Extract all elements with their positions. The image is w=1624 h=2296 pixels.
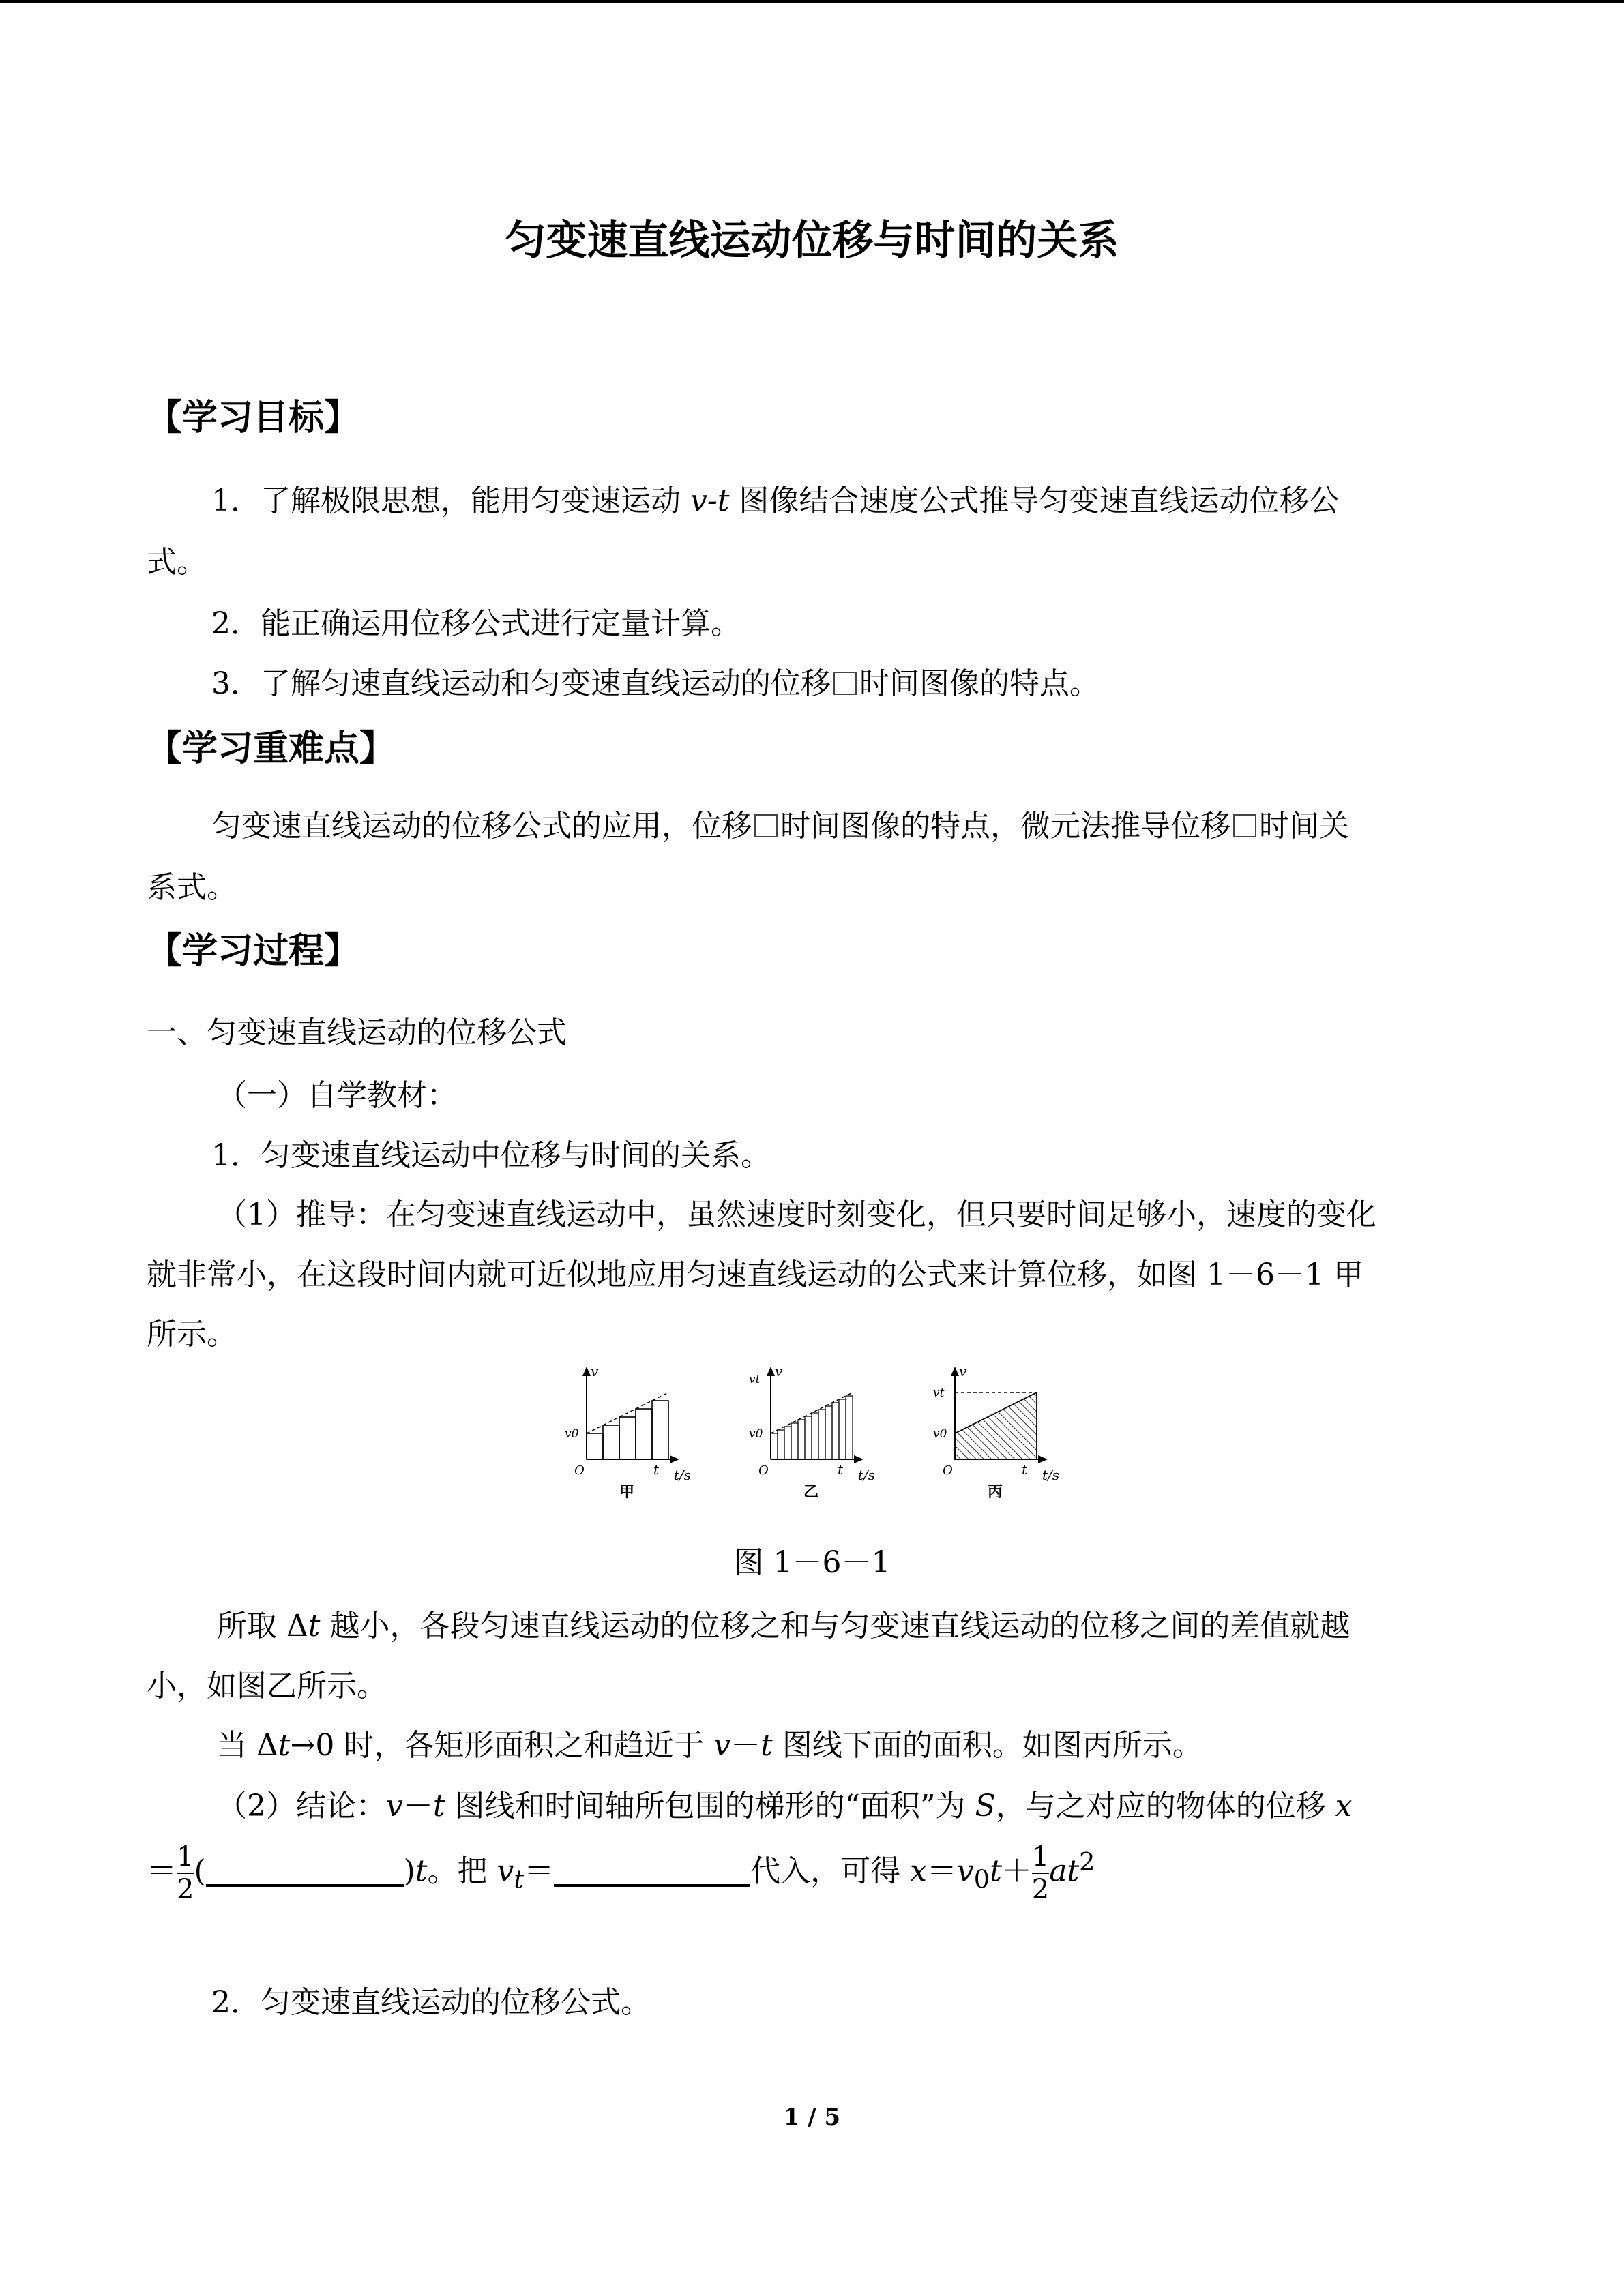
dt-text-b: 越小，各段匀速直线运动的位移之和与匀变速直线运动的位移之间的差值就越 bbox=[320, 1609, 1350, 1643]
v-label: v bbox=[775, 1363, 783, 1380]
rect bbox=[818, 1410, 825, 1459]
rect-4 bbox=[636, 1409, 652, 1459]
figure-caption: 图 1－6－1 bbox=[733, 1545, 891, 1580]
concl-dash: － bbox=[402, 1789, 433, 1823]
rect-2 bbox=[603, 1425, 619, 1459]
panel-label-bing: 丙 bbox=[988, 1483, 1003, 1501]
ts-label: t/s bbox=[1042, 1467, 1060, 1483]
key-points-line-2: 系式。 bbox=[147, 870, 237, 905]
objective-1-text-b: 图像结合速度公式推导匀变速直线运动位移公 bbox=[729, 483, 1340, 518]
formula-t: t bbox=[415, 1853, 428, 1889]
objective-1 bbox=[211, 476, 1339, 520]
lim-text-d: 图线下面的面积。如图丙所示。 bbox=[772, 1728, 1202, 1763]
fraction-half-2 bbox=[1032, 1841, 1049, 1905]
rect bbox=[798, 1420, 805, 1459]
origin-label: O bbox=[758, 1463, 769, 1478]
delta-t-line-2: 小，如图乙所示。 bbox=[147, 1669, 387, 1703]
rectangles bbox=[587, 1401, 668, 1459]
origin-label: O bbox=[574, 1463, 585, 1478]
t-label: t bbox=[838, 1461, 844, 1478]
frac-num-2: 1 bbox=[1031, 1841, 1050, 1873]
delta-t-line-1 bbox=[217, 1601, 1350, 1645]
fraction-half bbox=[177, 1841, 194, 1905]
rect bbox=[791, 1423, 798, 1459]
fill-blank-2[interactable] bbox=[554, 1850, 750, 1887]
derivation-line-3: 所示。 bbox=[147, 1317, 237, 1352]
rect bbox=[784, 1427, 791, 1459]
lim-text-b: →0 时，各矩形面积之和趋近于 bbox=[290, 1728, 714, 1763]
lim-v: v bbox=[713, 1728, 731, 1763]
formula-squared: 2 bbox=[1079, 1847, 1095, 1877]
key-points-text-b: 时间图像的特点，微元法推导位移 bbox=[780, 809, 1230, 844]
page-title: 匀变速直线运动位移与时间的关系 bbox=[505, 217, 1119, 265]
formula-equals-3: ＝ bbox=[926, 1853, 957, 1889]
derivation-line-1: （1）推导：在匀变速直线运动中，虽然速度时刻变化，但只要时间足够小，速度的变化 bbox=[217, 1197, 1376, 1232]
formula-at: at bbox=[1049, 1853, 1080, 1889]
rect bbox=[839, 1399, 846, 1459]
lim-t2: t bbox=[761, 1728, 773, 1763]
point-1: 1．匀变速直线运动中位移与时间的关系。 bbox=[211, 1138, 771, 1173]
concl-x: x bbox=[1335, 1789, 1353, 1823]
formula-open-paren: ( bbox=[194, 1853, 206, 1889]
limit-line bbox=[217, 1720, 1202, 1764]
figure-panel-yi bbox=[749, 1363, 875, 1501]
rect bbox=[771, 1433, 778, 1459]
point-2: 2．匀变速直线运动的位移公式。 bbox=[211, 1985, 651, 2020]
formula-v0: v bbox=[956, 1853, 974, 1889]
frac-num: 1 bbox=[177, 1841, 194, 1873]
t-label: t bbox=[1022, 1461, 1028, 1478]
dt-t: t bbox=[308, 1609, 321, 1643]
lim-dash: － bbox=[730, 1728, 761, 1763]
objective-3-text-b: 时间图像的特点。 bbox=[859, 666, 1099, 701]
objective-1-text-a: 1．了解极限思想，能用匀变速运动 bbox=[211, 483, 690, 518]
key-points-line-1 bbox=[211, 801, 1349, 845]
formula-equals-2: ＝ bbox=[524, 1853, 555, 1889]
formula-text-ba: 。把 bbox=[427, 1853, 497, 1889]
rect bbox=[846, 1396, 853, 1459]
missing-glyph-box bbox=[833, 672, 857, 695]
rect-1 bbox=[587, 1433, 603, 1459]
conclusion-line bbox=[217, 1781, 1353, 1825]
velocity-line bbox=[587, 1392, 668, 1433]
ts-label: t/s bbox=[858, 1467, 876, 1483]
formula-close-paren: ) bbox=[403, 1853, 415, 1889]
frac-den: 2 bbox=[177, 1874, 194, 1905]
heading-key-points: 【学习重难点】 bbox=[147, 728, 396, 769]
rect bbox=[812, 1413, 818, 1459]
panel-label-yi: 乙 bbox=[803, 1483, 819, 1501]
vt-label: vt bbox=[933, 1386, 945, 1400]
v-label: v bbox=[959, 1363, 967, 1380]
lim-t: t bbox=[278, 1728, 291, 1763]
objective-3-text-a: 3．了解匀速直线运动和匀变速直线运动的位移 bbox=[211, 666, 831, 701]
concl-S: S bbox=[975, 1789, 996, 1823]
rect bbox=[805, 1416, 812, 1459]
concl-v: v bbox=[386, 1789, 403, 1823]
rect-3 bbox=[619, 1417, 636, 1459]
rect bbox=[832, 1403, 839, 1459]
panel-label-jia: 甲 bbox=[619, 1483, 635, 1501]
heading-process: 【学习过程】 bbox=[147, 931, 360, 972]
v0-label: v0 bbox=[749, 1427, 763, 1441]
ts-label: t/s bbox=[674, 1467, 692, 1483]
v0-label: v0 bbox=[565, 1427, 579, 1441]
concl-text-a: （2）结论： bbox=[217, 1789, 386, 1823]
origin-label: O bbox=[943, 1463, 953, 1478]
objective-1-vt: v-t bbox=[690, 483, 730, 518]
figure-panel-jia bbox=[565, 1363, 691, 1501]
v0-label: v0 bbox=[933, 1427, 947, 1441]
derivation-line-2: 就非常小，在这段时间内就可近似地应用匀速直线运动的公式来计算位移，如图 1－6－1 甲 bbox=[147, 1257, 1363, 1292]
t-label: t bbox=[653, 1461, 660, 1478]
rect-5 bbox=[652, 1401, 668, 1459]
key-points-text-a: 匀变速直线运动的位移公式的应用，位移 bbox=[211, 809, 752, 844]
concl-text-d: ，与之对应的物体的位移 bbox=[995, 1789, 1335, 1823]
self-study-label: （一）自学教材： bbox=[217, 1078, 457, 1113]
missing-glyph-box bbox=[754, 814, 778, 837]
formula-x: x bbox=[910, 1853, 927, 1889]
dt-text-a: 所取 Δ bbox=[217, 1609, 308, 1643]
v-label: v bbox=[591, 1363, 599, 1380]
page-number: 1 / 5 bbox=[783, 2104, 841, 2131]
concl-t: t bbox=[432, 1789, 445, 1823]
lim-text-a: 当 Δ bbox=[217, 1728, 278, 1763]
page-top-border bbox=[0, 0, 1624, 3]
formula-v0-sub: 0 bbox=[973, 1864, 990, 1894]
formula-vt: v bbox=[497, 1853, 514, 1889]
formula-equals: ＝ bbox=[147, 1853, 177, 1889]
fill-blank-1[interactable] bbox=[206, 1850, 404, 1887]
heading-objectives: 【学习目标】 bbox=[147, 398, 360, 438]
objective-1-continued: 式。 bbox=[147, 545, 207, 580]
frac-den-2: 2 bbox=[1031, 1874, 1050, 1905]
objective-3 bbox=[211, 659, 1099, 702]
concl-text-c: 图线和时间轴所包围的梯形的“面积”为 bbox=[445, 1789, 975, 1823]
trapezoid-area bbox=[955, 1392, 1037, 1459]
figure-panel-bing bbox=[933, 1363, 1059, 1501]
objective-2: 2．能正确运用位移公式进行定量计算。 bbox=[211, 606, 741, 641]
vt-label: vt bbox=[749, 1373, 761, 1386]
formula-t2: t bbox=[990, 1853, 1002, 1889]
formula-line bbox=[147, 1841, 1095, 1905]
key-points-text-c: 时间关 bbox=[1259, 809, 1349, 844]
formula-vt-sub: t bbox=[514, 1864, 525, 1894]
formula-text-sub: 代入，可得 bbox=[750, 1853, 911, 1889]
formula-plus: ＋ bbox=[1001, 1853, 1032, 1889]
figure-1-6-1 bbox=[559, 1357, 1078, 1507]
rect bbox=[825, 1406, 832, 1459]
part-1-heading: 一、匀变速直线运动的位移公式 bbox=[147, 1015, 567, 1050]
rect bbox=[778, 1430, 784, 1459]
missing-glyph-box bbox=[1233, 814, 1256, 837]
